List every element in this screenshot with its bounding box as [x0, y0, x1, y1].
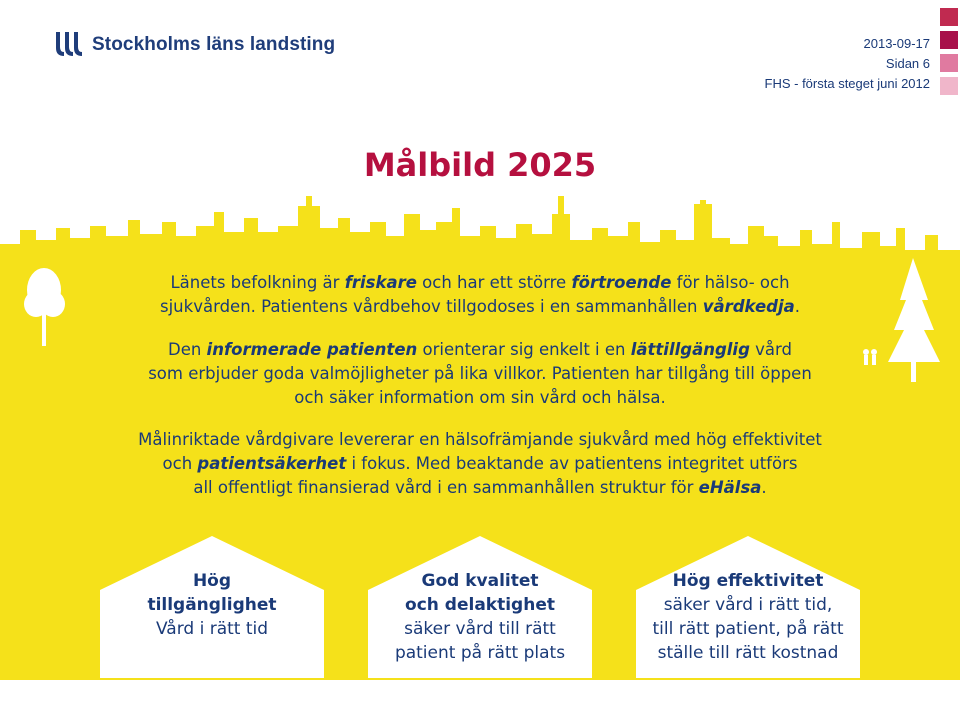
square-red [940, 8, 958, 26]
house-body: säker vård till rätt [404, 619, 556, 639]
emphasis-text: eHälsa [698, 478, 762, 497]
text-run: sjukvården. Patientens vårdbehov tillgodoses i en sammanhållen [160, 297, 703, 316]
paragraph-line [0, 338, 960, 362]
house-body: till rätt patient, på rätt [652, 619, 844, 639]
slide-title: Målbild 2025 [363, 146, 597, 184]
paragraph-3 [0, 428, 960, 500]
decorative-squares [940, 8, 960, 100]
paragraph-2 [0, 338, 960, 410]
house-body: patient på rätt plats [394, 643, 566, 663]
paragraph-1 [0, 271, 960, 319]
logo [52, 30, 335, 60]
emphasis-text: friskare [344, 273, 417, 292]
emphasis-text: informerade patienten [206, 340, 418, 359]
text-run: som erbjuder goda valmöjligheter på lika villkor. Patienten har tillgång till öppen [148, 364, 812, 383]
org-name: Stockholms läns landsting [92, 34, 336, 55]
text-run: Länets befolkning är [170, 273, 345, 292]
presentation-subtitle: FHS - första steget juni 2012 [764, 76, 930, 91]
emphasis-text: patientsäkerhet [197, 454, 347, 473]
text-run: . [794, 297, 800, 316]
square-light-pink [940, 77, 958, 95]
house-heading: tillgänglighet [147, 595, 277, 615]
text-run: Målinriktade vårdgivare levererar en hälsofrämjande sjukvård med hög effektivitet [138, 430, 822, 449]
house-heading: Hög [192, 571, 232, 591]
text-run: vård [749, 340, 792, 359]
house-body: Vård i rätt tid [155, 619, 269, 639]
emphasis-text: lättillgänglig [630, 340, 750, 359]
house-3-text [636, 569, 860, 665]
square-pink [940, 54, 958, 72]
text-run: och säker information om sin vård och hälsa. [294, 388, 666, 407]
square-magenta [940, 31, 958, 49]
paragraph-line [0, 362, 960, 386]
header [0, 0, 960, 100]
paragraph-line [0, 386, 960, 410]
emphasis-text: förtroende [571, 273, 672, 292]
sll-logo-icon [52, 30, 86, 60]
house-heading: Hög effektivitet [672, 571, 824, 591]
emphasis-text: vårdkedja [702, 297, 795, 316]
paragraph-line [0, 476, 960, 500]
paragraph-line [0, 295, 960, 319]
text-run: Den [167, 340, 207, 359]
page-number: Sidan 6 [885, 56, 930, 71]
house-body: säker vård i rätt tid, [663, 595, 833, 615]
house-body: ställe till rätt kostnad [657, 643, 839, 663]
text-run: för hälso- och [671, 273, 790, 292]
text-run: i fokus. Med beaktande av patientens integritet utförs [346, 454, 798, 473]
date-label: 2013-09-17 [863, 36, 930, 51]
paragraph-line [0, 271, 960, 295]
header-meta [765, 34, 930, 94]
house-heading: God kvalitet [421, 571, 539, 591]
text-run: orienterar sig enkelt i en [417, 340, 631, 359]
text-run: och [162, 454, 198, 473]
text-run: . [761, 478, 767, 497]
house-heading: och delaktighet [405, 595, 555, 615]
paragraph-line [0, 452, 960, 476]
text-run: all offentligt finansierad vård i en sammanhållen struktur för [193, 478, 699, 497]
house-2-text [368, 569, 592, 665]
text-run: och har ett större [416, 273, 572, 292]
paragraph-line [0, 428, 960, 452]
house-1-text [100, 569, 324, 641]
